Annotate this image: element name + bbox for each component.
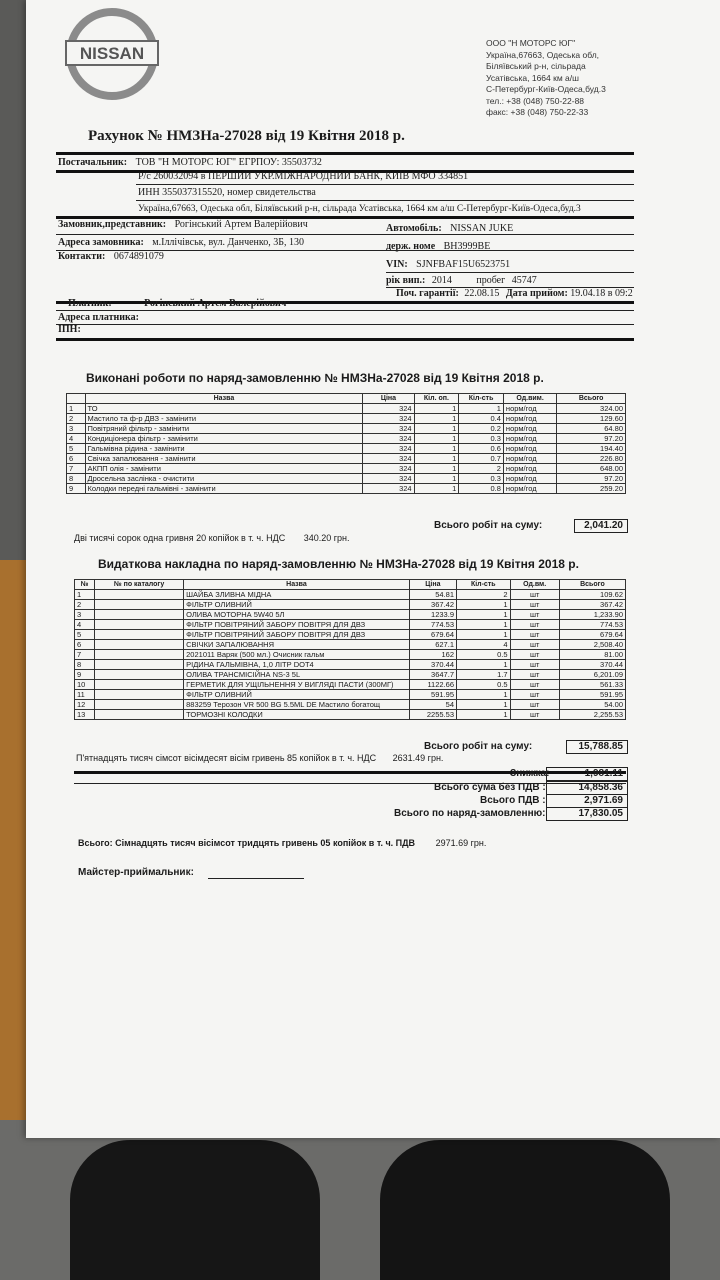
works-title: Виконані роботи по наряд-замовленню № НМЗНа-27028 від 19 Квітня 2018 р.	[86, 371, 544, 385]
payer-address-label	[58, 312, 139, 324]
works-col-price: Ціна	[363, 394, 414, 404]
works-cell: норм/год	[503, 424, 556, 434]
parts-cell: 679.64	[559, 630, 625, 640]
divider	[386, 272, 634, 273]
parts-cell: 1	[457, 690, 511, 700]
parts-col-total: Всього	[559, 580, 625, 590]
accept-label: Дата прийом:	[505, 288, 568, 299]
parts-cell: 370.44	[559, 660, 625, 670]
parts-cell: 109.62	[559, 590, 625, 600]
parts-cell: 3	[75, 610, 95, 620]
vat-label: Всього ПДВ :	[480, 795, 546, 806]
parts-col-price: Ціна	[409, 580, 456, 590]
contacts-label: Контакти:	[58, 251, 106, 262]
parts-cell: 679.64	[409, 630, 456, 640]
parts-cell: 561.33	[559, 680, 625, 690]
works-cell: 1	[67, 404, 86, 414]
works-cell: 324	[363, 444, 414, 454]
works-cell: 8	[67, 474, 86, 484]
parts-cell: ФІЛЬТР ОЛИВНИЙ	[184, 690, 410, 700]
company-line: С-Петербург-Київ-Одеса,буд.3	[486, 84, 606, 94]
works-cell: норм/год	[503, 444, 556, 454]
works-cell: Повітряний фільтр - замінити	[85, 424, 363, 434]
plate-row	[386, 241, 490, 253]
works-total-value: 2,041.20	[574, 519, 628, 533]
works-cell: 324	[363, 424, 414, 434]
grand-total-label: Всього по наряд-замовленню:	[394, 808, 546, 819]
works-cell: 0.4	[459, 414, 504, 424]
year-value: 2014	[431, 275, 452, 286]
parts-cell	[94, 700, 183, 710]
parts-row	[75, 690, 626, 700]
works-cell: 2	[67, 414, 86, 424]
works-cell: Гальмівна рідина - замінити	[85, 444, 363, 454]
works-cell: 226.80	[557, 454, 626, 464]
contacts-row	[58, 251, 164, 263]
works-words-text: Дві тисячі сорок одна гривня 20 копійок в т. ч. НДС	[74, 533, 286, 543]
parts-cell: 1	[75, 590, 95, 600]
grand-vat-text: 2971.69 грн.	[435, 838, 487, 848]
works-col-qty: Кіл-сть	[459, 394, 504, 404]
parts-col-catalog: № по каталогу	[94, 580, 183, 590]
parts-title: Видаткова накладна по наряд-замовленню № НМЗНа-27028 від 19 Квітня 2018 р.	[98, 557, 579, 571]
works-cell: 2	[459, 464, 504, 474]
invoice-title: Рахунок № НМЗНа-27028 від 19 Квітня 2018 р.	[88, 128, 405, 144]
company-line: Усатівська, 1664 км а/ш	[486, 72, 579, 83]
works-col-num	[67, 394, 86, 404]
payer-value: Рогінський Артем Валерійович	[144, 298, 287, 309]
parts-cell: 7	[75, 650, 95, 660]
customer-label: Замовник,представник:	[58, 219, 167, 230]
works-cell: 0.3	[459, 434, 504, 444]
works-col-ops: Кіл. оп.	[414, 394, 459, 404]
discount-label: Знижка:	[510, 768, 550, 779]
parts-cell: 370.44	[409, 660, 456, 670]
parts-cell	[94, 660, 183, 670]
ipn-label	[58, 324, 81, 336]
warranty-label: Поч. гарантії:	[396, 288, 459, 299]
works-cell: 259.20	[557, 484, 626, 494]
parts-vat-text: 2631.49 грн.	[392, 753, 444, 763]
parts-cell: шт	[510, 670, 559, 680]
parts-cell: 1	[457, 660, 511, 670]
works-cell: 64.80	[557, 424, 626, 434]
works-cell: 129.60	[557, 414, 626, 424]
parts-cell: 591.95	[409, 690, 456, 700]
parts-row	[75, 630, 626, 640]
customer-address-label: Адреса замовника:	[58, 237, 144, 248]
parts-cell: шт	[510, 630, 559, 640]
parts-cell: шт	[510, 660, 559, 670]
parts-cell: 627.1	[409, 640, 456, 650]
warranty-row	[396, 288, 633, 300]
master-label: Майстер-приймальник:	[78, 867, 194, 878]
works-cell: Свічка запалювання - замінити	[85, 454, 363, 464]
car-value: NISSAN JUKE	[450, 223, 514, 234]
works-cell: 4	[67, 434, 86, 444]
parts-cell: 162	[409, 650, 456, 660]
works-cell: 1	[414, 424, 459, 434]
grand-words-text: Всього: Сімнадцять тисяч вісімсот тридцять гривень 05 копійок в т. ч. ПДВ	[78, 838, 416, 848]
parts-cell: ШАЙБА ЗЛИВНА МІДНА	[184, 590, 410, 600]
parts-cell: шт	[510, 700, 559, 710]
works-cell: 7	[67, 464, 86, 474]
parts-cell: 591.95	[559, 690, 625, 700]
works-cell: 0.6	[459, 444, 504, 454]
works-row	[67, 464, 626, 474]
works-cell: 1	[414, 464, 459, 474]
parts-cell: 1	[457, 610, 511, 620]
parts-cell: шт	[510, 650, 559, 660]
works-cell: 324	[363, 484, 414, 494]
works-total-label: Всього робіт на суму:	[434, 520, 543, 531]
parts-cell: 774.53	[409, 620, 456, 630]
parts-cell: 2,508.40	[559, 640, 625, 650]
parts-cell: 4	[457, 640, 511, 650]
works-cell: 324	[363, 464, 414, 474]
divider	[56, 338, 634, 341]
supplier-value: ТОВ "Н МОТОРС ЮГ" ЕГРПОУ: 35503732	[135, 157, 322, 168]
parts-cell: 12	[75, 700, 95, 710]
right-shoe	[380, 1140, 670, 1280]
works-cell: Колодки передні гальмівні - замінити	[85, 484, 363, 494]
works-cell: 97.20	[557, 474, 626, 484]
parts-col-num: №	[75, 580, 95, 590]
parts-cell: 2021011 Варяк (500 мл.) Очисник гальм	[184, 650, 410, 660]
vin-value: SJNFBAF15U6523751	[416, 259, 511, 270]
works-cell: 324	[363, 404, 414, 414]
works-cell: 97.20	[557, 434, 626, 444]
works-cell: 1	[459, 404, 504, 414]
parts-cell: 0.5	[457, 650, 511, 660]
parts-cell: 1	[457, 620, 511, 630]
works-row	[67, 444, 626, 454]
works-cell: 194.40	[557, 444, 626, 454]
parts-cell: шт	[510, 690, 559, 700]
parts-col-unit: Од.вм.	[510, 580, 559, 590]
divider	[56, 152, 634, 155]
customer-value: Рогінський Артем Валерійович	[174, 219, 308, 230]
customer-address-value: м.Іллічівськ, вул. Данченко, 3Б, 130	[152, 237, 304, 248]
parts-row	[75, 590, 626, 600]
parts-cell: 774.53	[559, 620, 625, 630]
vin-row	[386, 259, 510, 271]
parts-cell	[94, 690, 183, 700]
no-vat-value: 14,858.36	[546, 781, 628, 795]
vat-value: 2,971.69	[546, 794, 628, 808]
parts-cell: 1233.9	[409, 610, 456, 620]
customer-row	[58, 219, 308, 231]
parts-words-text: П'ятнадцять тисяч сімсот вісімдесят вісім гривень 85 копійок в т. ч. НДС	[76, 753, 377, 763]
works-cell: 648.00	[557, 464, 626, 474]
works-cell: 6	[67, 454, 86, 464]
inn-value: ИНН 355037315520, номер свидетельства	[138, 187, 316, 198]
parts-cell: ФІЛЬТР ОЛИВНИЙ	[184, 600, 410, 610]
works-cell: 324	[363, 434, 414, 444]
parts-cell: 367.42	[559, 600, 625, 610]
parts-cell: 9	[75, 670, 95, 680]
parts-cell: 1.7	[457, 670, 511, 680]
parts-row	[75, 620, 626, 630]
works-cell: ТО	[85, 404, 363, 414]
works-cell: 1	[414, 444, 459, 454]
parts-row	[75, 650, 626, 660]
parts-cell: ФІЛЬТР ПОВІТРЯНИЙ ЗАБОРУ ПОВІТРЯ ДЛЯ ДВЗ	[184, 630, 410, 640]
works-table	[66, 393, 626, 494]
parts-cell: 5	[75, 630, 95, 640]
parts-row	[75, 600, 626, 610]
divider	[56, 324, 634, 325]
company-line: ООО "Н МОТОРС ЮГ"	[486, 38, 576, 48]
company-line: Україна,67663, Одеська обл,	[486, 49, 600, 60]
divider	[136, 184, 634, 185]
works-cell: 324	[363, 414, 414, 424]
works-cell: 324	[363, 454, 414, 464]
nissan-logo	[64, 6, 160, 102]
parts-cell: 10	[75, 680, 95, 690]
works-cell: Мастило та ф-р ДВЗ - замінити	[85, 414, 363, 424]
parts-cell: 54.00	[559, 700, 625, 710]
payer-address-label-text: Адреса платника:	[58, 312, 139, 323]
parts-cell: 81.00	[559, 650, 625, 660]
parts-cell	[94, 670, 183, 680]
no-vat-label: Всього сума без ПДВ :	[434, 782, 546, 793]
works-cell: 1	[414, 474, 459, 484]
parts-row	[75, 640, 626, 650]
works-cell: 324	[363, 474, 414, 484]
parts-cell	[94, 630, 183, 640]
parts-row	[75, 710, 626, 720]
vin-label: VIN:	[386, 259, 408, 270]
works-row	[67, 474, 626, 484]
parts-cell: шт	[510, 680, 559, 690]
parts-cell	[94, 710, 183, 720]
works-row	[67, 404, 626, 414]
parts-cell: СВІЧКИ ЗАПАЛЮВАННЯ	[184, 640, 410, 650]
parts-cell: ФІЛЬТР ПОВІТРЯНИЙ ЗАБОРУ ПОВІТРЯ ДЛЯ ДВЗ	[184, 620, 410, 630]
parts-table	[74, 579, 626, 720]
parts-total-label: Всього робіт на суму:	[424, 741, 533, 752]
parts-cell: 11	[75, 690, 95, 700]
parts-cell: ОЛИВА МОТОРНА 5W40 5Л	[184, 610, 410, 620]
divider	[56, 234, 634, 235]
works-cell: 0.3	[459, 474, 504, 484]
parts-cell: шт	[510, 610, 559, 620]
mileage-value: 45747	[511, 275, 537, 286]
parts-row	[75, 680, 626, 690]
invoice-paper	[26, 0, 720, 1138]
parts-cell: 6	[75, 640, 95, 650]
parts-cell: 8	[75, 660, 95, 670]
parts-cell: ТОРМОЗНІ КОЛОДКИ	[184, 710, 410, 720]
grand-total-words	[78, 838, 486, 848]
grand-total-value: 17,830.05	[546, 807, 628, 821]
works-row	[67, 424, 626, 434]
parts-cell	[94, 640, 183, 650]
parts-row	[75, 670, 626, 680]
parts-cell: 2,255.53	[559, 710, 625, 720]
supplier-address: Україна,67663, Одеська обл, Біляївський р-н, сільрада Усатівська, 1664 км а/ш С-Петербург-Київ-Одеса,буд.3	[138, 204, 581, 214]
works-cell: 1	[414, 404, 459, 414]
parts-col-qty: Кіл-сть	[457, 580, 511, 590]
parts-cell: 54	[409, 700, 456, 710]
divider	[56, 310, 634, 311]
parts-cell: 1	[457, 710, 511, 720]
parts-cell	[94, 610, 183, 620]
works-cell: 9	[67, 484, 86, 494]
parts-cell	[94, 650, 183, 660]
parts-cell: 1122.66	[409, 680, 456, 690]
parts-col-name: Назва	[184, 580, 410, 590]
parts-cell: шт	[510, 620, 559, 630]
parts-cell	[94, 590, 183, 600]
works-cell: 1	[414, 434, 459, 444]
parts-row	[75, 610, 626, 620]
works-row	[67, 434, 626, 444]
parts-cell: РІДИНА ГАЛЬМІВНА, 1,0 ЛІТР DOT4	[184, 660, 410, 670]
parts-cell: шт	[510, 590, 559, 600]
plate-label: держ. номе	[386, 241, 436, 252]
parts-cell	[94, 620, 183, 630]
parts-cell: 1	[457, 700, 511, 710]
works-cell: Дросельна заслінка - очистити	[85, 474, 363, 484]
signature-line	[208, 878, 304, 879]
parts-cell: 367.42	[409, 600, 456, 610]
parts-cell: 3647.7	[409, 670, 456, 680]
company-line: факс: +38 (048) 750-22-33	[486, 107, 589, 117]
works-cell: 5	[67, 444, 86, 454]
works-cell: норм/год	[503, 464, 556, 474]
parts-cell: 4	[75, 620, 95, 630]
left-shoe	[70, 1140, 320, 1280]
discount-value: 1,981.11	[546, 767, 628, 781]
works-cell: 1	[414, 414, 459, 424]
parts-cell: 0.5	[457, 680, 511, 690]
parts-cell: 2	[457, 590, 511, 600]
parts-row	[75, 660, 626, 670]
parts-cell: 54.81	[409, 590, 456, 600]
parts-total-words	[76, 753, 443, 763]
parts-cell: шт	[510, 600, 559, 610]
master-receiver	[78, 867, 194, 878]
works-col-name: Назва	[85, 394, 363, 404]
divider	[136, 200, 634, 201]
supplier-row	[58, 157, 322, 169]
company-line: Біляївський р-н, сільрада	[486, 61, 586, 71]
bank-account: Р/с 260032094 в ПЕРШИЙ УКР.МІЖНАРОДНИЙ БАНК, КИЇВ МФО 334851	[138, 171, 469, 182]
parts-cell: шт	[510, 710, 559, 720]
year-label: рік вип.:	[386, 275, 426, 286]
works-total-words	[74, 533, 350, 543]
parts-total-value: 15,788.85	[566, 740, 628, 754]
parts-cell: 1	[457, 600, 511, 610]
parts-cell: 1,233.90	[559, 610, 625, 620]
mileage-label: пробег	[476, 275, 506, 286]
parts-cell: 6,201.09	[559, 670, 625, 680]
parts-cell: шт	[510, 640, 559, 650]
parts-cell: 883259 Терозон VR 500 BG 5.5ML DE Мастило богатощ	[184, 700, 410, 710]
works-cell: норм/год	[503, 434, 556, 444]
works-cell: 3	[67, 424, 86, 434]
customer-address-row	[58, 237, 304, 249]
works-row	[67, 484, 626, 494]
works-col-total: Всього	[557, 394, 626, 404]
works-cell: 1	[414, 454, 459, 464]
contacts-value: 0674891079	[113, 251, 164, 262]
year-row	[386, 275, 537, 287]
works-cell: 0.7	[459, 454, 504, 464]
parts-cell: 2	[75, 600, 95, 610]
works-cell: 1	[414, 484, 459, 494]
parts-cell: ГЕРМЕТИК ДЛЯ УЩІЛЬНЕННЯ У ВИГЛЯДІ ПАСТИ (300МГ)	[184, 680, 410, 690]
accept-value: 19.04.18 в 09:2	[570, 288, 633, 299]
parts-header-row	[75, 580, 626, 590]
plate-value: BH3999BE	[443, 241, 491, 252]
works-cell: норм/год	[503, 474, 556, 484]
warranty-value: 22.08.15	[464, 288, 500, 299]
works-vat-text: 340.20 грн.	[303, 533, 350, 543]
works-row	[67, 414, 626, 424]
works-cell: 324.00	[557, 404, 626, 414]
car-label: Автомобіль:	[386, 223, 442, 234]
company-info	[486, 38, 606, 119]
works-cell: норм/год	[503, 484, 556, 494]
works-row	[67, 454, 626, 464]
works-cell: 0.8	[459, 484, 504, 494]
svg-text:NISSAN: NISSAN	[79, 44, 145, 63]
works-cell: АКПП олія - замінити	[85, 464, 363, 474]
payer-row	[68, 298, 286, 310]
parts-cell	[94, 680, 183, 690]
payer-label: Платник:	[68, 298, 112, 309]
parts-cell: 1	[457, 630, 511, 640]
parts-cell: ОЛИВА ТРАНСМІСІЙНА NS-3 5L	[184, 670, 410, 680]
works-cell: норм/год	[503, 404, 556, 414]
parts-cell	[94, 600, 183, 610]
works-cell: норм/год	[503, 414, 556, 424]
parts-row	[75, 700, 626, 710]
company-line: тел.: +38 (048) 750-22-88	[486, 95, 585, 106]
ipn-label-text: ІПН:	[58, 324, 81, 335]
works-header-row	[67, 394, 626, 404]
works-cell: 0.2	[459, 424, 504, 434]
parts-cell: 2255.53	[409, 710, 456, 720]
supplier-label: Постачальник:	[58, 157, 128, 168]
works-cell: Кондиціонера фільтр - замінити	[85, 434, 363, 444]
works-cell: норм/год	[503, 454, 556, 464]
parts-cell: 13	[75, 710, 95, 720]
works-col-unit: Од.вим.	[503, 394, 556, 404]
